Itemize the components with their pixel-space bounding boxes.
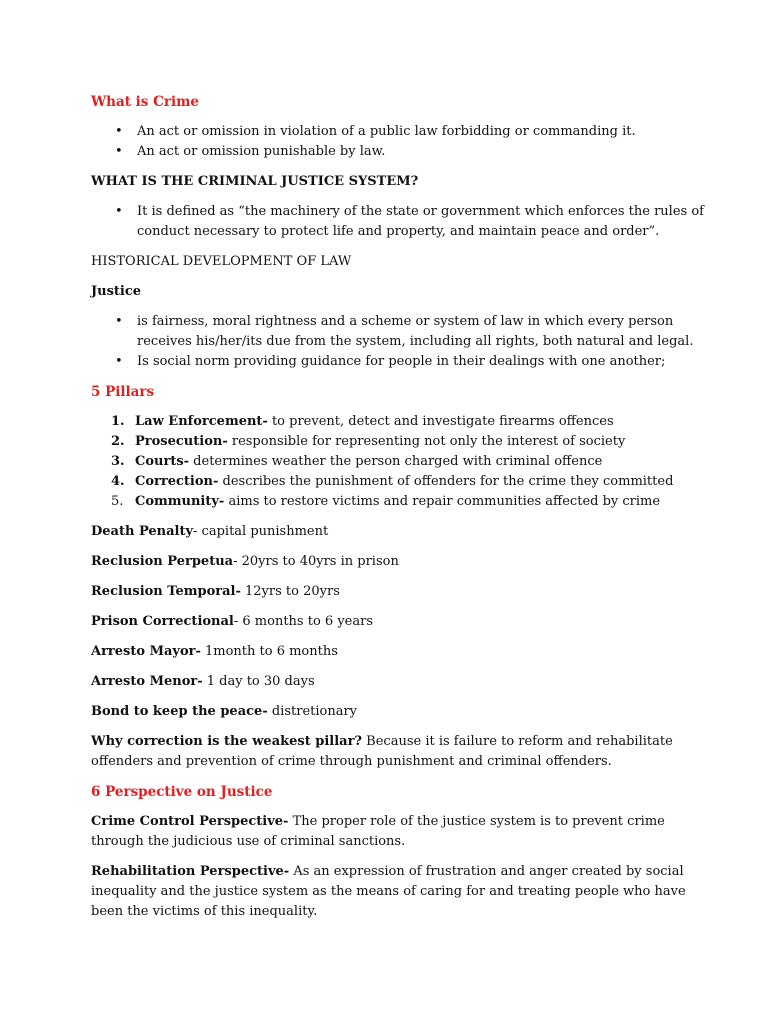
perspective-desc: As an expression of frustration and anger created by social inequality and the justice system as the means of caring for and treating people who have been the victims of this inequality. (91, 864, 686, 919)
pillar-number: 2. (111, 434, 125, 449)
justice-bullet-1: • is fairness, moral rightness and a scheme or system of law in which every person receives his/her/its due from the system, including all rights, both natural and legal. (137, 312, 708, 352)
penalty-desc: distretionary (267, 704, 358, 719)
pillar-item (111, 432, 708, 452)
perspective-rehabilitation (91, 862, 708, 922)
penalty-bond-keep-peace (91, 702, 708, 722)
pillar-term: Courts- (135, 454, 190, 469)
weakest-pillar-question: Why correction is the weakest pillar? (91, 734, 363, 749)
pillar-number: 4. (111, 474, 125, 489)
heading-what-is-crime: What is Crime (91, 94, 199, 110)
crime-bullet-list (91, 122, 708, 162)
penalty-arresto-menor (91, 672, 708, 692)
pillar-number: 1. (111, 414, 125, 429)
penalty-term: Reclusion Perpetua (91, 554, 234, 569)
penalty-term: Arresto Menor- (91, 674, 203, 689)
perspective-crime-control (91, 812, 708, 852)
cjs-bullet-list (91, 202, 708, 242)
penalty-term: Arresto Mayor- (91, 644, 201, 659)
pillar-term: Community- (135, 494, 225, 509)
pillars-list (91, 412, 708, 512)
penalty-prison-correctional (91, 612, 708, 632)
pillar-desc: describes the punishment of offenders for the crime they committed (218, 474, 674, 489)
penalty-reclusion-perpetua (91, 552, 708, 572)
penalty-desc: 1month to 6 months (200, 644, 338, 659)
penalty-term: Bond to keep the peace- (91, 704, 268, 719)
penalty-desc: - 20yrs to 40yrs in prison (233, 554, 399, 569)
heading-criminal-justice-system: WHAT IS THE CRIMINAL JUSTICE SYSTEM? (91, 174, 419, 189)
cjs-bullet-1: • It is defined as “the machinery of the state or government which enforces the rules of conduct necessary to protect life and property, and maintain peace and order”. (137, 202, 708, 242)
justice-bullet-2: • Is social norm providing guidance for people in their dealings with one another; (137, 352, 708, 372)
heading-6-perspective: 6 Perspective on Justice (91, 784, 273, 800)
pillar-number: 3. (111, 454, 125, 469)
penalty-term: Prison Correctional (91, 614, 234, 629)
pillar-term: Prosecution- (135, 434, 228, 449)
heading-5-pillars: 5 Pillars (91, 384, 155, 400)
justice-bullet-list (91, 312, 708, 372)
pillar-item (111, 452, 708, 472)
penalty-term: Reclusion Temporal- (91, 584, 241, 599)
perspective-desc: The proper role of the justice system is to prevent crime through the judicious use of criminal sanctions. (91, 814, 665, 849)
penalty-desc: - capital punishment (193, 524, 329, 539)
crime-bullet-2: • An act or omission punishable by law. (137, 142, 708, 162)
penalty-arresto-mayor (91, 642, 708, 662)
pillar-term: Law Enforcement- (135, 414, 268, 429)
perspective-term: Crime Control Perspective- (91, 814, 289, 829)
penalty-desc: - 6 months to 6 years (233, 614, 373, 629)
penalty-term: Death Penalty (91, 524, 194, 539)
penalty-death (91, 522, 708, 542)
weakest-pillar-paragraph (91, 732, 708, 772)
pillar-number: 5. (111, 494, 124, 509)
pillar-item (111, 472, 708, 492)
pillar-desc: to prevent, detect and investigate firearms offences (267, 414, 614, 429)
penalty-desc: 12yrs to 20yrs (240, 584, 340, 599)
penalty-desc: 1 day to 30 days (202, 674, 315, 689)
pillar-desc: responsible for representing not only the interest of society (227, 434, 626, 449)
perspective-term: Rehabilitation Perspective- (91, 864, 290, 879)
heading-historical-development: HISTORICAL DEVELOPMENT OF LAW (91, 254, 352, 269)
crime-bullet-1: • An act or omission in violation of a public law forbidding or commanding it. (137, 122, 708, 142)
pillar-desc: determines weather the person charged with criminal offence (189, 454, 603, 469)
weakest-pillar-answer: Because it is failure to reform and rehabilitate offenders and prevention of crime through punishment and criminal offenders. (91, 734, 673, 769)
pillar-item (111, 492, 708, 512)
penalty-reclusion-temporal (91, 582, 708, 602)
pillar-item (111, 412, 708, 432)
pillar-desc: aims to restore victims and repair communities affected by crime (224, 494, 661, 509)
heading-justice: Justice (91, 284, 142, 299)
pillar-term: Correction- (135, 474, 219, 489)
